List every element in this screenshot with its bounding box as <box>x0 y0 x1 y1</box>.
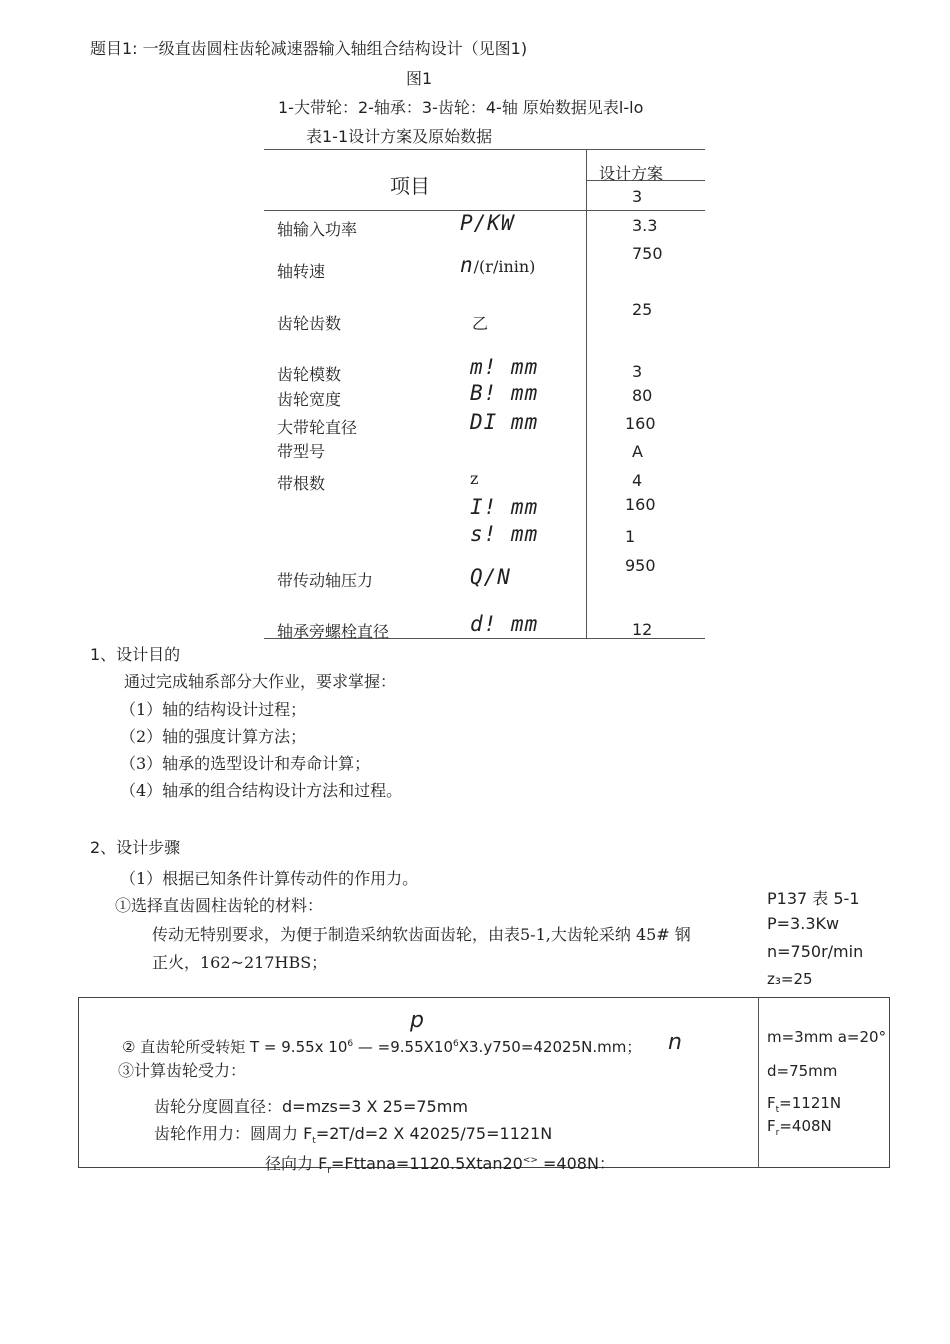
row-value-belt-type: A <box>632 442 643 461</box>
row-value-width: 80 <box>632 386 653 405</box>
circ-force-suffix: =2T/d=2 X 42025/75=1121N <box>315 1124 553 1143</box>
radial-force-sub: r <box>327 1166 331 1177</box>
section1-item: （4）轴承的组合结构设计方法和过程。 <box>120 781 403 800</box>
row-value-axial-pressure: 950 <box>625 556 656 575</box>
row-symbol-module: m! mm <box>470 355 539 379</box>
row-symbol-speed <box>460 253 535 277</box>
side-note-teeth: z₃=25 <box>767 970 813 988</box>
row-name-belt-count: 带根数 <box>277 474 326 493</box>
table-column-divider <box>586 149 587 639</box>
torque-n-symbol: n <box>668 1030 682 1055</box>
table-plan-number: 3 <box>632 187 643 206</box>
torque-formula <box>122 1036 641 1057</box>
row-value-teeth: 25 <box>632 300 653 319</box>
torque-formula-mid: — =9.55X10 <box>353 1038 453 1056</box>
row-value-pulley-diameter: 160 <box>625 414 656 433</box>
side-note-power: P=3.3Kw <box>767 914 840 933</box>
section1-item: （2）轴的强度计算方法； <box>120 727 307 746</box>
calculation-box-divider <box>758 997 759 1168</box>
row-symbol-width: B! mm <box>470 381 539 405</box>
row-value-belt-count: 4 <box>632 471 643 490</box>
material-paragraph-line2: 正火，162~217HBS； <box>152 953 328 972</box>
row-name-module: 齿轮模数 <box>277 365 342 384</box>
figure-legend: 1-大带轮：2-轴承：3-齿轮：4-轴 原始数据见表l-lo <box>278 98 644 117</box>
section1-intro: 通过完成轴系部分大作业，要求掌握： <box>124 672 397 691</box>
row-name-belt-type: 带型号 <box>277 442 326 461</box>
force-calc-title: ③计算齿轮受力： <box>118 1061 247 1080</box>
row-symbol-length: I! mm <box>470 495 539 519</box>
row-symbol-belt-count: z <box>470 469 479 488</box>
row-value-speed: 750 <box>632 244 663 263</box>
table-top-rule <box>264 149 705 150</box>
row-name-bolt-diameter: 轴承旁螺栓直径 <box>277 622 390 641</box>
row-value-s: 1 <box>625 527 636 546</box>
row-value-length: 160 <box>625 495 656 514</box>
section1-item: （3）轴承的选型设计和寿命计算； <box>120 754 371 773</box>
side-note-speed: n=750r/min <box>767 942 864 961</box>
box-note-ft-suffix: =1121N <box>779 1094 842 1112</box>
section2-sub1: ①选择直齿圆柱齿轮的材料： <box>115 896 324 915</box>
table-caption: 表1-1设计方案及原始数据 <box>306 127 493 146</box>
row-symbol-pulley-diameter: DI mm <box>470 410 539 434</box>
row-symbol-s: s! mm <box>470 522 539 546</box>
torque-formula-prefix: ② 直齿轮所受转矩 T = 9.55x 10 <box>122 1038 348 1056</box>
box-note-ft-prefix: F <box>767 1094 776 1112</box>
section2-heading: 2、设计步骤 <box>90 838 181 857</box>
row-name-speed: 轴转速 <box>277 262 326 281</box>
row-name-pulley-diameter: 大带轮直径 <box>277 418 358 437</box>
row-symbol-axial-pressure: Q/N <box>470 565 511 589</box>
box-note-fr-suffix: =408N <box>779 1117 832 1135</box>
figure-label: 图1 <box>406 69 433 88</box>
box-note-module-angle: m=3mm a=20° <box>767 1028 887 1046</box>
table-header-plan: 设计方案 <box>599 164 664 183</box>
box-note-ft-sub: t <box>775 1105 780 1115</box>
radial-force-suffix: =408N： <box>537 1154 615 1173</box>
box-note-fr <box>767 1117 832 1138</box>
torque-p-symbol: p <box>410 1008 424 1033</box>
row-symbol-speed-n: n <box>460 253 474 277</box>
table-header-item: 项目 <box>390 174 430 198</box>
row-symbol-speed-unit: /(r/inin) <box>473 257 536 276</box>
circumferential-force-line <box>154 1121 552 1146</box>
material-paragraph-line1: 传动无特别要求，为便于制造采纳软齿面齿轮，由表5-1,大齿轮采纳 45# 钢 <box>152 925 691 944</box>
row-name-width: 齿轮宽度 <box>277 390 342 409</box>
side-note-reference: P137 表 5-1 <box>767 889 860 908</box>
box-note-fr-sub: r <box>775 1128 780 1138</box>
section1-item: （1）轴的结构设计过程； <box>120 700 307 719</box>
row-value-module: 3 <box>632 362 643 381</box>
row-name-teeth: 齿轮齿数 <box>277 314 342 333</box>
box-note-fr-prefix: F <box>767 1117 776 1135</box>
row-symbol-input-power: P/KW <box>460 211 515 235</box>
row-symbol-bolt-diameter: d! mm <box>470 612 539 636</box>
row-name-axial-pressure: 带传动轴压力 <box>277 571 374 590</box>
torque-exponent-2: 6 <box>453 1039 459 1049</box>
section2-step1: （1）根据已知条件计算传动件的作用力。 <box>120 869 419 888</box>
torque-formula-suffix: X3.y750=42025N.mm； <box>458 1038 642 1056</box>
document-title: 题目1: 一级直齿圆柱齿轮减速器输入轴组合结构设计（见图1) <box>90 39 528 58</box>
circ-force-prefix: 齿轮作用力：圆周力 F <box>154 1124 313 1143</box>
row-value-bolt-diameter: 12 <box>632 620 653 639</box>
pitch-diameter-line: 齿轮分度圆直径：d=mzs=3 X 25=75mm <box>154 1097 468 1116</box>
radial-force-prefix: 径向力 F <box>265 1154 328 1173</box>
radial-force-line <box>265 1151 615 1176</box>
row-value-input-power: 3.3 <box>632 216 658 235</box>
row-name-input-power: 轴输入功率 <box>277 220 358 239</box>
circ-force-sub: t <box>312 1136 316 1147</box>
torque-exponent: 6 <box>347 1039 354 1049</box>
section1-heading: 1、设计目的 <box>90 645 181 664</box>
radial-force-mid: =Fttana=1120.5Xtan20 <box>331 1154 523 1173</box>
radial-force-sup: <> <box>522 1155 538 1166</box>
row-symbol-teeth: 乙 <box>472 314 489 333</box>
box-note-ft <box>767 1094 841 1115</box>
box-note-diameter: d=75mm <box>767 1062 838 1080</box>
